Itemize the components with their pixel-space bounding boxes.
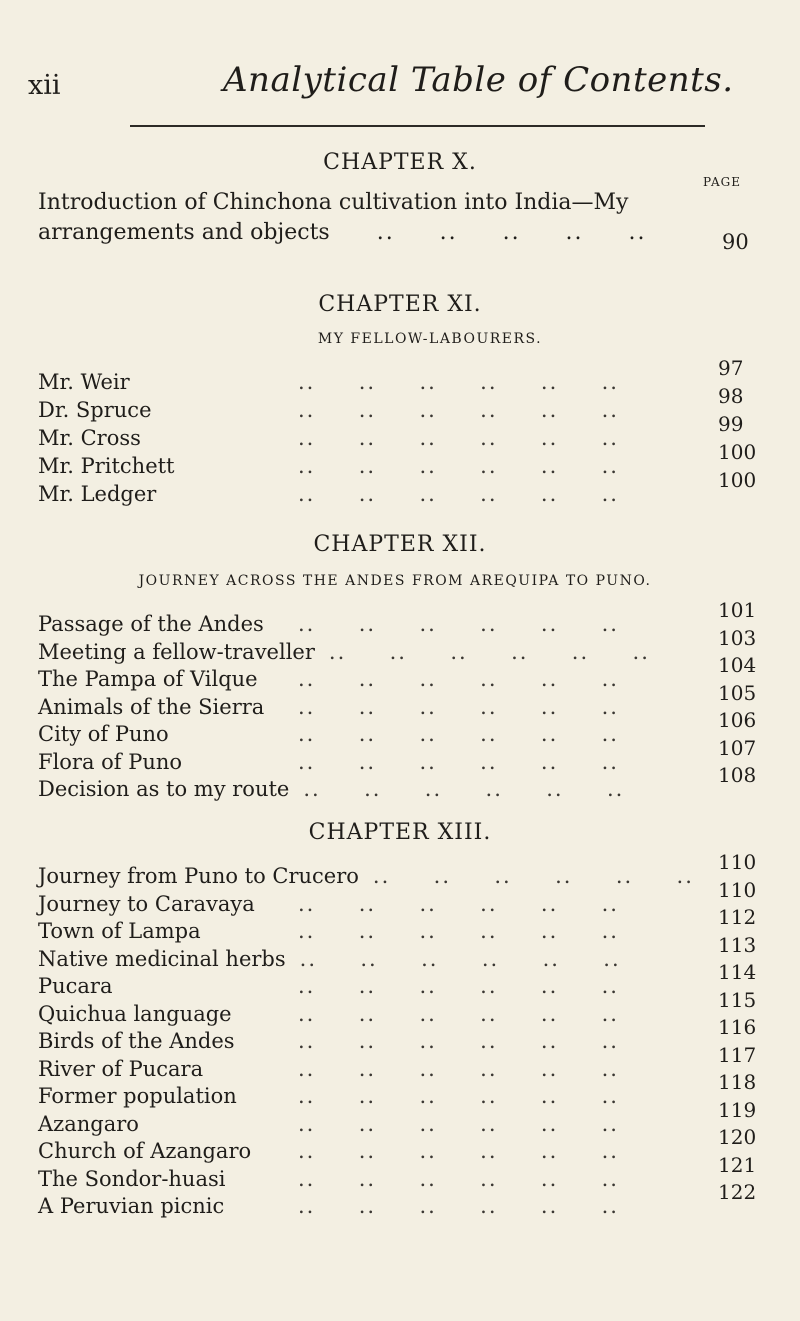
leader-dots: .. .. .. .. .. .. (328, 639, 650, 664)
toc-entry-label: Mr. Pritchett (38, 454, 175, 478)
toc-entry (38, 1125, 778, 1167)
toc-entry (38, 356, 778, 398)
toc-entry-page: 103 (718, 625, 757, 650)
chapter-x-intro-line-1: Introduction of Chinchona cultivation into India—My (38, 190, 629, 215)
leader-dots: .. .. .. .. .. .. (298, 919, 619, 943)
chapter-xiii-heading: CHAPTER XIII. (308, 820, 492, 845)
toc-entry-label: Azangaro (38, 1111, 139, 1136)
leader-dots: .. .. .. .. .. (376, 220, 647, 245)
leader-dots: .. .. .. .. .. .. (298, 370, 619, 394)
leader-dots: .. .. .. .. .. .. (298, 1111, 619, 1136)
toc-entry-page: 99 (718, 412, 744, 436)
toc-entry (38, 850, 778, 892)
toc-entry-page: 105 (718, 680, 757, 705)
chapter-x-intro-line-2 (38, 218, 718, 248)
leader-dots: .. .. .. .. .. .. (303, 777, 625, 801)
toc-entry-page: 101 (718, 598, 757, 622)
leader-dots: .. .. .. .. .. .. (298, 667, 619, 691)
toc-entry-label: Passage of the Andes (38, 612, 264, 636)
toc-entry (38, 440, 778, 482)
toc-entry-page: 107 (718, 735, 757, 760)
toc-entry-page: 115 (718, 987, 757, 1012)
toc-entry (38, 735, 778, 778)
toc-entry (38, 680, 778, 723)
leader-dots: .. .. .. .. .. .. (298, 1056, 619, 1081)
toc-entry-page: 110 (718, 850, 757, 874)
toc-entry-label: Mr. Ledger (38, 482, 157, 506)
leader-dots: .. .. .. .. .. .. (298, 1001, 619, 1026)
toc-entry (38, 653, 778, 695)
toc-entry-page: 110 (718, 877, 757, 902)
toc-entry (38, 905, 778, 947)
leader-dots: .. .. .. .. .. .. (298, 454, 619, 478)
toc-entry-page: 114 (718, 960, 757, 984)
toc-entry (38, 1097, 778, 1140)
header-rule (130, 125, 705, 127)
leader-dots: .. .. .. .. .. .. (298, 749, 619, 774)
toc-entry-label: Decision as to my route (38, 777, 290, 801)
toc-entry-page: 106 (718, 708, 757, 732)
toc-entry-label: The Pampa of Vilque (38, 667, 258, 691)
leader-dots: .. .. .. .. .. .. (298, 694, 619, 719)
toc-entry (38, 598, 778, 640)
toc-entry-label: Former population (38, 1084, 237, 1108)
toc-entry-label: Mr. Weir (38, 370, 130, 394)
toc-entry-label: Birds of the Andes (38, 1029, 235, 1053)
toc-entry-page: 100 (718, 468, 757, 492)
leader-dots: .. .. .. .. .. .. (298, 1194, 619, 1218)
chapter-x-intro-line-2-text: arrangements and objects (38, 220, 330, 245)
toc-entry (38, 763, 778, 805)
toc-entry-page: 121 (718, 1152, 757, 1177)
toc-entry (38, 412, 778, 454)
toc-entry-page: 98 (718, 384, 744, 408)
toc-entry-page: 100 (718, 440, 757, 464)
page-column-label: PAGE (703, 175, 741, 189)
chapter-xii-subheading: JOURNEY ACROSS THE ANDES FROM AREQUIPA TO PUNO. (138, 573, 652, 589)
toc-entry-label: Mr. Cross (38, 426, 141, 450)
toc-entry (38, 932, 778, 975)
toc-entry-label: A Peruvian picnic (38, 1194, 225, 1218)
toc-entry (38, 1152, 778, 1195)
toc-entry (38, 1180, 778, 1222)
leader-dots: .. .. .. .. .. .. (299, 946, 621, 971)
toc-entry-page: 97 (718, 356, 744, 380)
leader-dots: .. .. .. .. .. .. (298, 426, 619, 450)
toc-entry (38, 1042, 778, 1085)
leader-dots: .. .. .. .. .. .. (298, 482, 619, 506)
leader-dots: .. .. .. .. .. .. (298, 1084, 619, 1108)
toc-entry (38, 468, 778, 510)
page-header (28, 60, 768, 130)
toc-entry-label: Town of Lampa (38, 919, 201, 943)
chapter-xii-heading: CHAPTER XII. (313, 532, 487, 557)
leader-dots: .. .. .. .. .. .. (298, 722, 619, 746)
leader-dots: .. .. .. .. .. .. (298, 1166, 619, 1191)
page-number: xii (28, 70, 61, 101)
toc-entry-label: Quichua language (38, 1001, 232, 1026)
toc-entry-page: 120 (718, 1125, 757, 1149)
toc-entry-label: Animals of the Sierra (38, 694, 265, 719)
toc-entry (38, 384, 778, 426)
toc-entry-page: 108 (718, 763, 757, 787)
toc-entry-page: 118 (718, 1070, 757, 1094)
chapter-xi-heading: CHAPTER XI. (318, 292, 482, 317)
leader-dots: .. .. .. .. .. .. (298, 612, 619, 636)
toc-entry-label: Native medicinal herbs (38, 946, 286, 971)
toc-entry-label: City of Puno (38, 722, 169, 746)
toc-entry (38, 877, 778, 920)
chapter-x-intro (38, 188, 718, 248)
toc-entry (38, 987, 778, 1030)
leader-dots: .. .. .. .. .. .. (298, 1139, 619, 1163)
leader-dots: .. .. .. .. .. .. (298, 974, 619, 998)
toc-entry-label: Meeting a fellow-traveller (38, 639, 315, 664)
chapter-xi-subheading: MY FELLOW-LABOURERS. (317, 331, 543, 347)
toc-entry-page: 113 (718, 932, 757, 957)
toc-entry-label: Church of Azangaro (38, 1139, 252, 1163)
toc-entry (38, 960, 778, 1002)
toc-entry-label: River of Pucara (38, 1056, 204, 1081)
toc-entry (38, 1015, 778, 1057)
toc-entry-page: 116 (718, 1015, 757, 1039)
toc-entry-page: 122 (718, 1180, 757, 1204)
leader-dots: .. .. .. .. .. .. (298, 1029, 619, 1053)
toc-entry-label: Journey to Caravaya (38, 891, 255, 916)
leader-dots: .. .. .. .. .. .. (372, 864, 694, 888)
toc-entry-page: 104 (718, 653, 757, 677)
toc-entry (38, 708, 778, 750)
chapter-x-heading: CHAPTER X. (323, 150, 477, 175)
toc-entry-label: Dr. Spruce (38, 398, 152, 422)
running-title: Analytical Table of Contents. (223, 60, 734, 100)
toc-entry-label: The Sondor-huasi (38, 1166, 226, 1191)
toc-entry-page: 117 (718, 1042, 757, 1067)
toc-entry-page: 119 (718, 1097, 757, 1122)
leader-dots: .. .. .. .. .. .. (298, 891, 619, 916)
toc-entry-label: Journey from Puno to Crucero (38, 864, 359, 888)
toc-entry (38, 1070, 778, 1112)
toc-entry (38, 625, 778, 668)
chapter-x-page: 90 (722, 230, 749, 254)
toc-entry-label: Pucara (38, 974, 113, 998)
toc-entry-page: 112 (718, 905, 757, 929)
leader-dots: .. .. .. .. .. .. (298, 398, 619, 422)
toc-entry-label: Flora of Puno (38, 749, 183, 774)
